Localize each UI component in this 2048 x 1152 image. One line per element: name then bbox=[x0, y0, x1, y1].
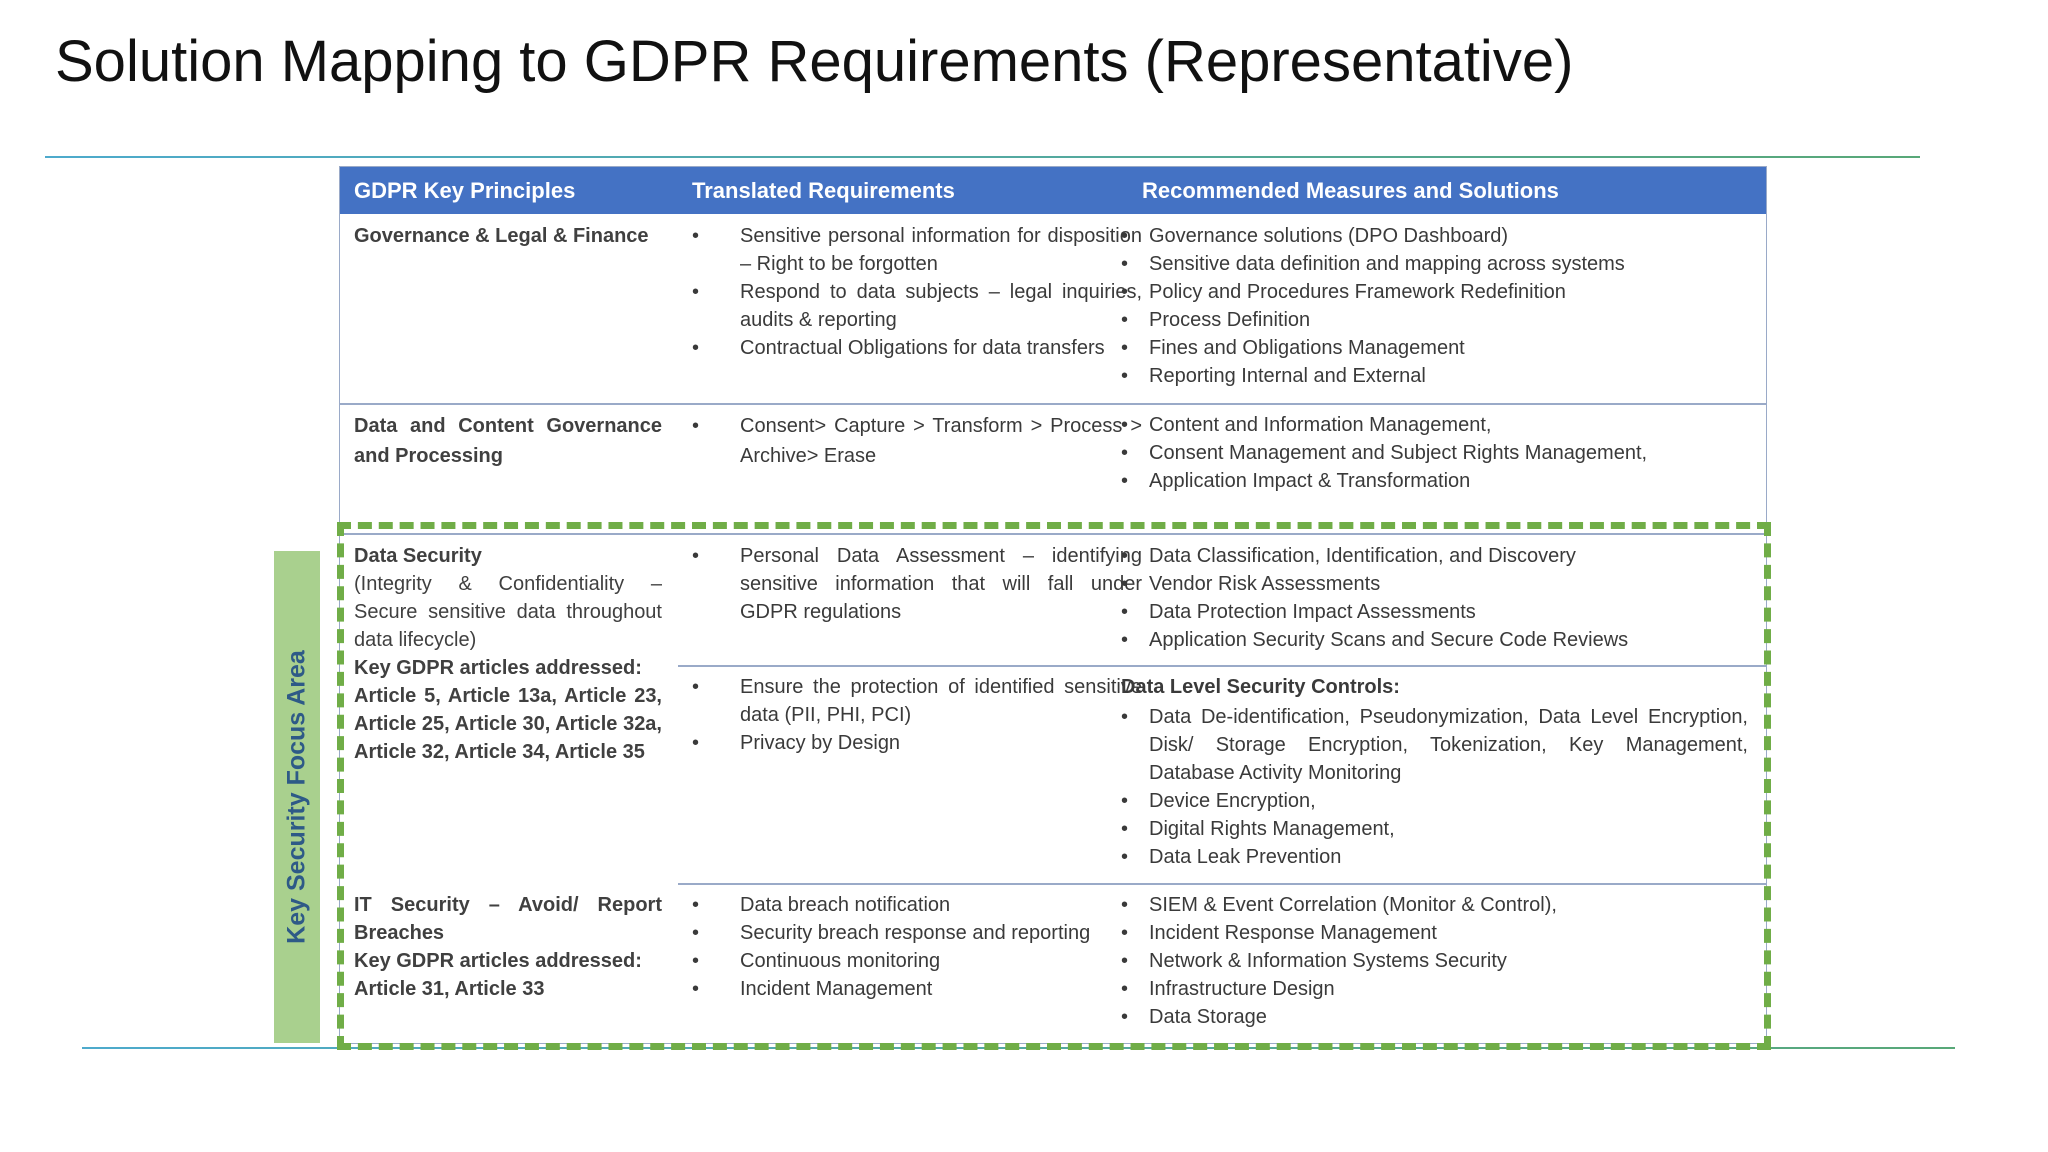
list-item: • Sensitive data definition and mapping across systems bbox=[1121, 250, 1748, 278]
it-security-title: IT Security – Avoid/ Report Breaches bbox=[354, 894, 662, 944]
gdpr-mapping-table bbox=[339, 166, 1767, 1044]
security-controls-list bbox=[1121, 703, 1748, 871]
list-item: • Personal Data Assessment – identifying sensitive information that will fall under GDPR regulations bbox=[692, 542, 1142, 626]
list-item: • Data De-identification, Pseudonymization, Data Level Encryption, Disk/ Storage Encryption, Tokenization, Key Management, Database Activity Monitoring bbox=[1121, 703, 1748, 787]
list-item: • Device Encryption, bbox=[1121, 787, 1748, 815]
list-item: • SIEM & Event Correlation (Monitor & Control), bbox=[1121, 891, 1748, 919]
row-divider bbox=[340, 403, 1766, 405]
list-item: • Contractual Obligations for data transfers bbox=[692, 334, 1142, 362]
it-security-articles-label: Key GDPR articles addressed: bbox=[354, 950, 642, 972]
list-item: • Policy and Procedures Framework Redefinition bbox=[1121, 278, 1748, 306]
list-item: • Incident Response Management bbox=[1121, 919, 1748, 947]
requirements-data-security-b bbox=[692, 673, 1142, 757]
solutions-data-security-a bbox=[1121, 542, 1748, 654]
requirements-data-content bbox=[692, 411, 1142, 471]
list-item: • Application Impact & Transformation bbox=[1121, 467, 1748, 495]
focus-area-label: Key Security Focus Area bbox=[282, 650, 311, 944]
principle-data-security bbox=[354, 542, 662, 766]
principle-it-security bbox=[354, 891, 662, 1003]
requirements-governance bbox=[692, 222, 1142, 362]
bottom-divider bbox=[82, 1047, 1955, 1049]
data-security-title: Data Security bbox=[354, 545, 482, 567]
page-title: Solution Mapping to GDPR Requirements (Representative) bbox=[55, 29, 1574, 94]
list-item: • Network & Information Systems Security bbox=[1121, 947, 1748, 975]
data-security-articles: Article 5, Article 13a, Article 23, Article 25, Article 30, Article 32a, Article 32, Article 34, Article 35 bbox=[354, 685, 662, 763]
key-security-focus-bar bbox=[274, 551, 320, 1043]
list-item: • Data Protection Impact Assessments bbox=[1121, 598, 1748, 626]
list-item: • Consent Management and Subject Rights Management, bbox=[1121, 439, 1748, 467]
data-security-articles-label: Key GDPR articles addressed: bbox=[354, 657, 642, 679]
top-divider bbox=[45, 156, 1920, 158]
row-divider bbox=[678, 883, 1766, 885]
list-item: • Respond to data subjects – legal inquiries, audits & reporting bbox=[692, 278, 1142, 334]
list-item: • Application Security Scans and Secure Code Reviews bbox=[1121, 626, 1748, 654]
requirements-data-security-a bbox=[692, 542, 1142, 626]
list-item: • Content and Information Management, bbox=[1121, 411, 1748, 439]
security-controls-title: Data Level Security Controls: bbox=[1121, 676, 1400, 698]
list-item: • Ensure the protection of identified sensitive data (PII, PHI, PCI) bbox=[692, 673, 1142, 729]
solutions-data-content bbox=[1121, 411, 1748, 495]
solutions-it-security bbox=[1121, 891, 1748, 1031]
list-item: • Continuous monitoring bbox=[692, 947, 1142, 975]
list-item: • Privacy by Design bbox=[692, 729, 1142, 757]
requirements-it-security bbox=[692, 891, 1142, 1003]
principle-governance: Governance & Legal & Finance bbox=[354, 225, 649, 247]
list-item: • Data Leak Prevention bbox=[1121, 843, 1748, 871]
list-item: • Infrastructure Design bbox=[1121, 975, 1748, 1003]
solutions-governance bbox=[1121, 222, 1748, 390]
list-item: • Data breach notification bbox=[692, 891, 1142, 919]
row-divider bbox=[678, 665, 1766, 667]
table-header bbox=[340, 167, 1766, 214]
list-item: • Vendor Risk Assessments bbox=[1121, 570, 1748, 598]
list-item: • Fines and Obligations Management bbox=[1121, 334, 1748, 362]
list-item: • Governance solutions (DPO Dashboard) bbox=[1121, 222, 1748, 250]
header-solutions: Recommended Measures and Solutions bbox=[1142, 178, 1559, 203]
list-item: • Sensitive personal information for disposition – Right to be forgotten bbox=[692, 222, 1142, 278]
list-item: • Security breach response and reporting bbox=[692, 919, 1142, 947]
list-item: • Consent> Capture > Transform > Process > Archive> Erase bbox=[692, 411, 1142, 471]
list-item: • Process Definition bbox=[1121, 306, 1748, 334]
header-principles: GDPR Key Principles bbox=[354, 178, 576, 203]
header-requirements: Translated Requirements bbox=[692, 178, 955, 203]
list-item: • Digital Rights Management, bbox=[1121, 815, 1748, 843]
list-item: • Reporting Internal and External bbox=[1121, 362, 1748, 390]
data-security-desc: (Integrity & Confidentiality – Secure sensitive data throughout data lifecycle) bbox=[354, 573, 662, 651]
list-item: • Data Storage bbox=[1121, 1003, 1748, 1031]
solutions-data-security-b bbox=[1121, 673, 1748, 871]
principle-data-content: Data and Content Governance and Processing bbox=[354, 415, 662, 467]
it-security-articles: Article 31, Article 33 bbox=[354, 978, 545, 1000]
row-divider bbox=[340, 533, 1766, 535]
list-item: • Data Classification, Identification, and Discovery bbox=[1121, 542, 1748, 570]
list-item: • Incident Management bbox=[692, 975, 1142, 1003]
